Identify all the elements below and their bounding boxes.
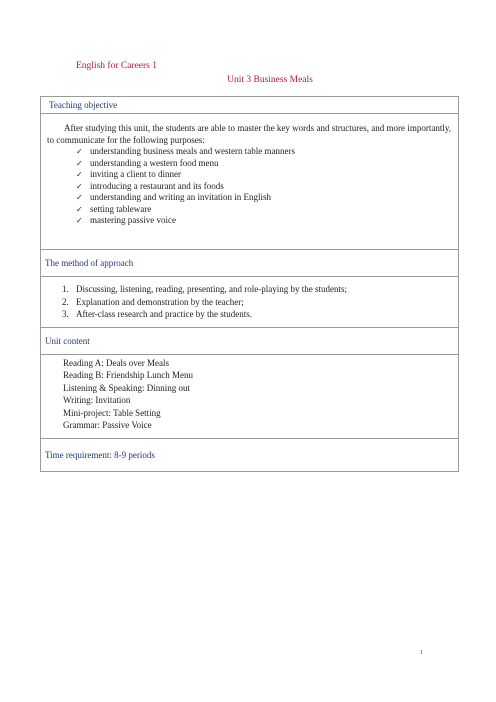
objective-item: ✓ inviting a client to dinner [76, 169, 181, 179]
objective-list [41, 146, 458, 227]
content-section [41, 327, 458, 438]
content-item: Grammar: Passive Voice [63, 420, 152, 430]
checkmark-icon: ✓ [76, 147, 83, 156]
checkmark-icon: ✓ [76, 216, 83, 225]
checkmark-icon: ✓ [76, 204, 83, 214]
course-title: English for Careers 1 [76, 61, 157, 71]
objective-heading: Teaching objective [41, 97, 458, 114]
content-list [41, 355, 458, 438]
method-heading: The method of approach [41, 250, 458, 277]
content-heading: Unit content [41, 328, 458, 355]
content-item: Writing: Invitation [63, 395, 131, 405]
objective-item: ✓ understanding and writing an invitation in English [76, 192, 271, 202]
objective-item: ✓ understanding business meals and western table manners [76, 146, 295, 156]
content-item: Mini-project: Table Setting [63, 407, 161, 418]
checkmark-icon: ✓ [76, 193, 83, 202]
checkmark-icon: ✓ [76, 158, 83, 168]
page-number: 1 [420, 650, 423, 656]
method-item: 3. After-class research and practice by the students. [62, 309, 252, 319]
content-item: Listening & Speaking: Dinning out [63, 382, 190, 393]
method-list [41, 277, 458, 327]
objective-section [41, 97, 458, 249]
unit-title: Unit 3 Business Meals [227, 75, 313, 85]
objective-item: ✓ understanding a western food menu [76, 157, 219, 168]
checkmark-icon: ✓ [76, 181, 83, 191]
method-item: 1. Discussing, listening, reading, presenting, and role-playing by the students; [62, 284, 347, 294]
content-item: Reading B: Friendship Lunch Menu [63, 370, 193, 380]
method-item: 2. Explanation and demonstration by the teacher; [62, 296, 244, 307]
objective-intro: After studying this unit, the students are able to master the key words and structures, and more importantly, to communicate for the following purposes: [47, 123, 451, 145]
content-item: Reading A: Deals over Meals [63, 357, 169, 368]
objective-item: ✓ mastering passive voice [76, 215, 176, 225]
time-heading: Time requirement: 8-9 periods [45, 449, 155, 460]
objective-item: ✓ setting tableware [76, 203, 152, 214]
lesson-plan-table [40, 96, 459, 472]
checkmark-icon: ✓ [76, 170, 83, 179]
time-section [41, 438, 458, 471]
objective-item: ✓ introducing a restaurant and its foods [76, 180, 224, 191]
method-section [41, 249, 458, 327]
